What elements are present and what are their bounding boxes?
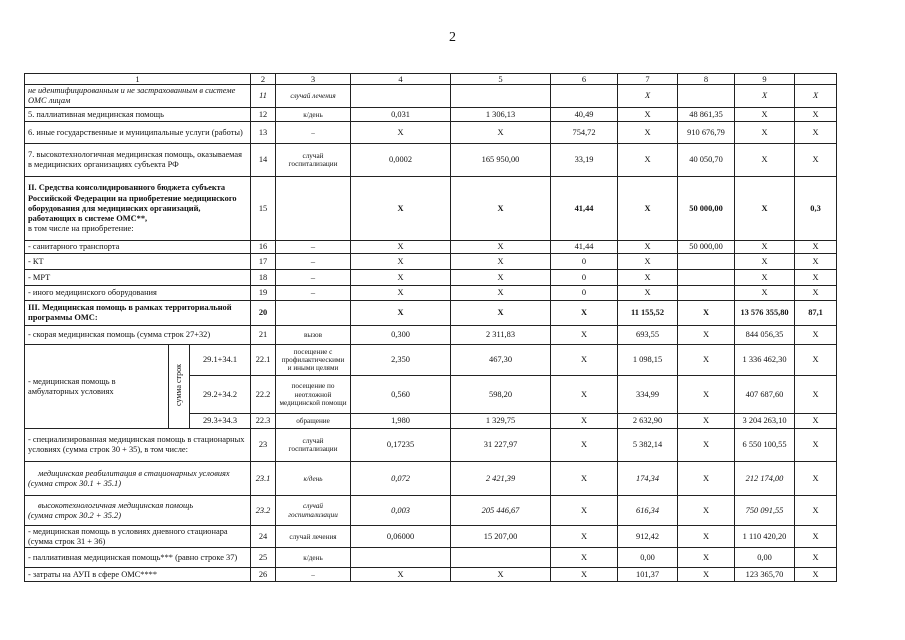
cell: 0: [551, 286, 618, 301]
unit-cell: вызов: [276, 326, 351, 345]
cell: [678, 85, 735, 108]
line-number: 15: [251, 177, 276, 241]
unit-cell: посещение с профилактическими и иными целями: [276, 345, 351, 376]
cell: Х: [795, 326, 837, 345]
cell: Х: [795, 270, 837, 286]
unit-cell: случай лечения: [276, 526, 351, 548]
line-number: 25: [251, 548, 276, 568]
line-number: 24: [251, 526, 276, 548]
cell: 910 676,79: [678, 122, 735, 144]
cell: 87,1: [795, 301, 837, 326]
line-number: 13: [251, 122, 276, 144]
cell: [678, 286, 735, 301]
cell: 212 174,00: [735, 462, 795, 496]
cell: Х: [551, 526, 618, 548]
cell: 1 110 420,20: [735, 526, 795, 548]
cell: Х: [351, 270, 451, 286]
cell: 0,003: [351, 496, 451, 526]
row-name: - МРТ: [25, 270, 251, 286]
cell: 40 050,70: [678, 144, 735, 177]
cell: Х: [678, 429, 735, 462]
line-number: 17: [251, 254, 276, 270]
table-row: [25, 345, 837, 376]
cell: Х: [618, 270, 678, 286]
col-header: [795, 74, 837, 85]
row-name: [25, 177, 251, 241]
unit-cell: –: [276, 254, 351, 270]
cell: Х: [735, 241, 795, 254]
table-row: [25, 122, 837, 144]
cell: Х: [735, 286, 795, 301]
row-name: - паллиативная медицинская помощь*** (равно строке 37): [25, 548, 251, 568]
table-row: [25, 429, 837, 462]
cell: Х: [451, 254, 551, 270]
sum-rows-cell: 29.2+34.2: [190, 376, 251, 414]
cell: 48 861,35: [678, 108, 735, 122]
row-name: 6. иные государственные и муниципальные услуги (работы): [25, 122, 251, 144]
cell: Х: [678, 526, 735, 548]
cell: Х: [351, 301, 451, 326]
cell: Х: [551, 326, 618, 345]
row-name: - КТ: [25, 254, 251, 270]
cell: 467,30: [451, 345, 551, 376]
unit-cell: [276, 177, 351, 241]
table-row: [25, 254, 837, 270]
cell: 31 227,97: [451, 429, 551, 462]
unit-cell: –: [276, 286, 351, 301]
row-name: [25, 496, 251, 526]
cell: 844 056,35: [735, 326, 795, 345]
line-number: 18: [251, 270, 276, 286]
cell: Х: [551, 568, 618, 582]
vertical-label-text: сумма строк: [174, 364, 184, 407]
cell: Х: [735, 270, 795, 286]
cell: Х: [678, 345, 735, 376]
unit-cell: [276, 301, 351, 326]
cell: 6 550 100,55: [735, 429, 795, 462]
cell: 2,350: [351, 345, 451, 376]
cell: Х: [618, 85, 678, 108]
cell: 2 311,83: [451, 326, 551, 345]
line-number: 12: [251, 108, 276, 122]
cell: 11 155,52: [618, 301, 678, 326]
unit-cell: –: [276, 241, 351, 254]
cell: 693,55: [618, 326, 678, 345]
cell: Х: [795, 376, 837, 414]
cell: 41,44: [551, 241, 618, 254]
col-header: 1: [25, 74, 251, 85]
cell: 1 098,15: [618, 345, 678, 376]
row-name: не идентифицированным и не застрахованным в системе ОМС лицам: [25, 85, 251, 108]
cell: Х: [735, 144, 795, 177]
table-row: [25, 270, 837, 286]
cell: Х: [735, 85, 795, 108]
cell: 912,42: [618, 526, 678, 548]
row-name: - специализированная медицинская помощь в стационарных условиях (сумма строк 30 + 35), в том числе:: [25, 429, 251, 462]
cell: Х: [351, 122, 451, 144]
cell: Х: [618, 108, 678, 122]
cell: 750 091,55: [735, 496, 795, 526]
cell: 41,44: [551, 177, 618, 241]
cell: Х: [795, 122, 837, 144]
row-name: [25, 462, 251, 496]
cell: Х: [451, 241, 551, 254]
table-row: [25, 526, 837, 548]
cell: 50 000,00: [678, 177, 735, 241]
line-number: 22.2: [251, 376, 276, 414]
col-header: 7: [618, 74, 678, 85]
row-name: - медицинская помощь в условиях дневного стационара (сумма строк 31 + 36): [25, 526, 251, 548]
cell: 0,300: [351, 326, 451, 345]
line-number: 22.1: [251, 345, 276, 376]
cell: 33,19: [551, 144, 618, 177]
cell: Х: [795, 144, 837, 177]
cell: 0,00: [735, 548, 795, 568]
cell: Х: [451, 270, 551, 286]
unit-cell: к/день: [276, 108, 351, 122]
cell: Х: [451, 568, 551, 582]
row-name: - медицинская помощь в амбулаторных условиях: [25, 345, 169, 429]
cell: 334,99: [618, 376, 678, 414]
sum-rows-cell: 29.3+34.3: [190, 414, 251, 429]
sum-rows-cell: 29.1+34.1: [190, 345, 251, 376]
table-row: [25, 301, 837, 326]
cell: 2 421,39: [451, 462, 551, 496]
row-name: III. Медицинская помощь в рамках территориальной программы ОМС:: [25, 301, 251, 326]
cell: Х: [795, 254, 837, 270]
row-name-main: медицинская реабилитация в стационарных условиях: [38, 468, 230, 478]
cell: Х: [551, 548, 618, 568]
cell: 616,34: [618, 496, 678, 526]
cell: Х: [678, 462, 735, 496]
cell: Х: [551, 462, 618, 496]
cell: 101,37: [618, 568, 678, 582]
line-number: 23.1: [251, 462, 276, 496]
cell: Х: [795, 414, 837, 429]
cell: Х: [618, 177, 678, 241]
cell: 754,72: [551, 122, 618, 144]
row-name: - затраты на АУП в сфере ОМС****: [25, 568, 251, 582]
cell: Х: [451, 301, 551, 326]
cell: Х: [451, 286, 551, 301]
unit-cell: –: [276, 122, 351, 144]
col-header: 2: [251, 74, 276, 85]
unit-cell: случай госпитализации: [276, 429, 351, 462]
table-row: [25, 144, 837, 177]
cell: Х: [678, 548, 735, 568]
cell: Х: [451, 122, 551, 144]
table-row: [25, 462, 837, 496]
cell: 50 000,00: [678, 241, 735, 254]
cell: Х: [678, 326, 735, 345]
cell: Х: [795, 241, 837, 254]
cell: [351, 548, 451, 568]
cell: 0: [551, 254, 618, 270]
table-row: [25, 496, 837, 526]
col-header: 5: [451, 74, 551, 85]
line-number: 22.3: [251, 414, 276, 429]
cell: Х: [735, 254, 795, 270]
line-number: 16: [251, 241, 276, 254]
cell: Х: [735, 177, 795, 241]
header-row: [25, 74, 837, 85]
cell: Х: [678, 568, 735, 582]
row-name: 5. паллиативная медицинская помощь: [25, 108, 251, 122]
budget-table: [24, 73, 837, 582]
vertical-label: [169, 345, 190, 429]
cell: Х: [551, 376, 618, 414]
cell: 0,0002: [351, 144, 451, 177]
cell: 1 306,13: [451, 108, 551, 122]
cell: Х: [795, 568, 837, 582]
unit-cell: случай госпитализации: [276, 496, 351, 526]
line-number: 19: [251, 286, 276, 301]
table-row: [25, 177, 837, 241]
cell: Х: [795, 526, 837, 548]
cell: Х: [551, 301, 618, 326]
row-name-bold: II. Средства консолидированного бюджета субъекта Российской Федерации на приобретение медицинского оборудования для медицинских организаций, работающих в системе ОМС**,: [28, 183, 237, 223]
cell: 123 365,70: [735, 568, 795, 582]
cell: Х: [795, 429, 837, 462]
cell: Х: [795, 496, 837, 526]
cell: 174,34: [618, 462, 678, 496]
unit-cell: –: [276, 270, 351, 286]
cell: 1 336 462,30: [735, 345, 795, 376]
cell: Х: [735, 122, 795, 144]
cell: Х: [551, 429, 618, 462]
col-header: 9: [735, 74, 795, 85]
cell: Х: [351, 286, 451, 301]
cell: 0,560: [351, 376, 451, 414]
cell: 0,00: [618, 548, 678, 568]
cell: Х: [678, 496, 735, 526]
col-header: 3: [276, 74, 351, 85]
cell: 15 207,00: [451, 526, 551, 548]
cell: 407 687,60: [735, 376, 795, 414]
cell: Х: [795, 345, 837, 376]
cell: Х: [551, 414, 618, 429]
cell: 0,031: [351, 108, 451, 122]
cell: Х: [795, 108, 837, 122]
unit-cell: случай госпитализации: [276, 144, 351, 177]
col-header: 8: [678, 74, 735, 85]
cell: Х: [618, 286, 678, 301]
row-name-sum: (сумма строк 30.2 + 35.2): [28, 510, 122, 520]
cell: Х: [618, 241, 678, 254]
cell: Х: [795, 286, 837, 301]
cell: 2 632,90: [618, 414, 678, 429]
cell: Х: [351, 568, 451, 582]
cell: Х: [351, 254, 451, 270]
cell: Х: [551, 496, 618, 526]
col-header: 4: [351, 74, 451, 85]
row-name-sum: (сумма строк 30.1 + 35.1): [28, 478, 122, 488]
line-number: 21: [251, 326, 276, 345]
cell: 0,3: [795, 177, 837, 241]
col-header: 6: [551, 74, 618, 85]
row-name-rest: в том числе на приобретение:: [28, 223, 134, 233]
line-number: 26: [251, 568, 276, 582]
cell: 40,49: [551, 108, 618, 122]
cell: 0,17235: [351, 429, 451, 462]
cell: [451, 548, 551, 568]
row-name: - санитарного транспорта: [25, 241, 251, 254]
cell: [678, 254, 735, 270]
line-number: 20: [251, 301, 276, 326]
cell: Х: [351, 177, 451, 241]
cell: Х: [618, 254, 678, 270]
cell: [551, 85, 618, 108]
cell: Х: [678, 376, 735, 414]
cell: [678, 270, 735, 286]
row-name: 7. высокотехнологичная медицинская помощь, оказываемая в медицинских организациях субъекта РФ: [25, 144, 251, 177]
row-name-main: высокотехнологичная медицинская помощь: [38, 500, 194, 510]
cell: 13 576 355,80: [735, 301, 795, 326]
cell: 3 204 263,10: [735, 414, 795, 429]
cell: 165 950,00: [451, 144, 551, 177]
table-row: [25, 108, 837, 122]
table-row: [25, 241, 837, 254]
cell: Х: [795, 85, 837, 108]
table-row: [25, 286, 837, 301]
line-number: 11: [251, 85, 276, 108]
table-row: [25, 568, 837, 582]
page-number: 2: [449, 30, 456, 45]
cell: 0,06000: [351, 526, 451, 548]
line-number: 14: [251, 144, 276, 177]
cell: Х: [618, 144, 678, 177]
cell: Х: [551, 345, 618, 376]
line-number: 23.2: [251, 496, 276, 526]
row-name: - иного медицинского оборудования: [25, 286, 251, 301]
cell: Х: [351, 241, 451, 254]
cell: Х: [795, 548, 837, 568]
unit-cell: к/день: [276, 548, 351, 568]
unit-cell: –: [276, 568, 351, 582]
cell: Х: [678, 301, 735, 326]
cell: 0,072: [351, 462, 451, 496]
unit-cell: обращение: [276, 414, 351, 429]
table-row: [25, 548, 837, 568]
unit-cell: к/день: [276, 462, 351, 496]
row-name: - скорая медицинская помощь (сумма строк 27+32): [25, 326, 251, 345]
cell: 1 329,75: [451, 414, 551, 429]
cell: Х: [795, 462, 837, 496]
cell: Х: [678, 414, 735, 429]
cell: Х: [451, 177, 551, 241]
table-row: [25, 326, 837, 345]
cell: [451, 85, 551, 108]
cell: Х: [735, 108, 795, 122]
unit-cell: посещение по неотложной медицинской помощи: [276, 376, 351, 414]
cell: Х: [618, 122, 678, 144]
cell: 5 382,14: [618, 429, 678, 462]
unit-cell: случай лечения: [276, 85, 351, 108]
line-number: 23: [251, 429, 276, 462]
cell: 1,980: [351, 414, 451, 429]
cell: 598,20: [451, 376, 551, 414]
cell: 0: [551, 270, 618, 286]
cell: [351, 85, 451, 108]
cell: 205 446,67: [451, 496, 551, 526]
table-row: [25, 85, 837, 108]
